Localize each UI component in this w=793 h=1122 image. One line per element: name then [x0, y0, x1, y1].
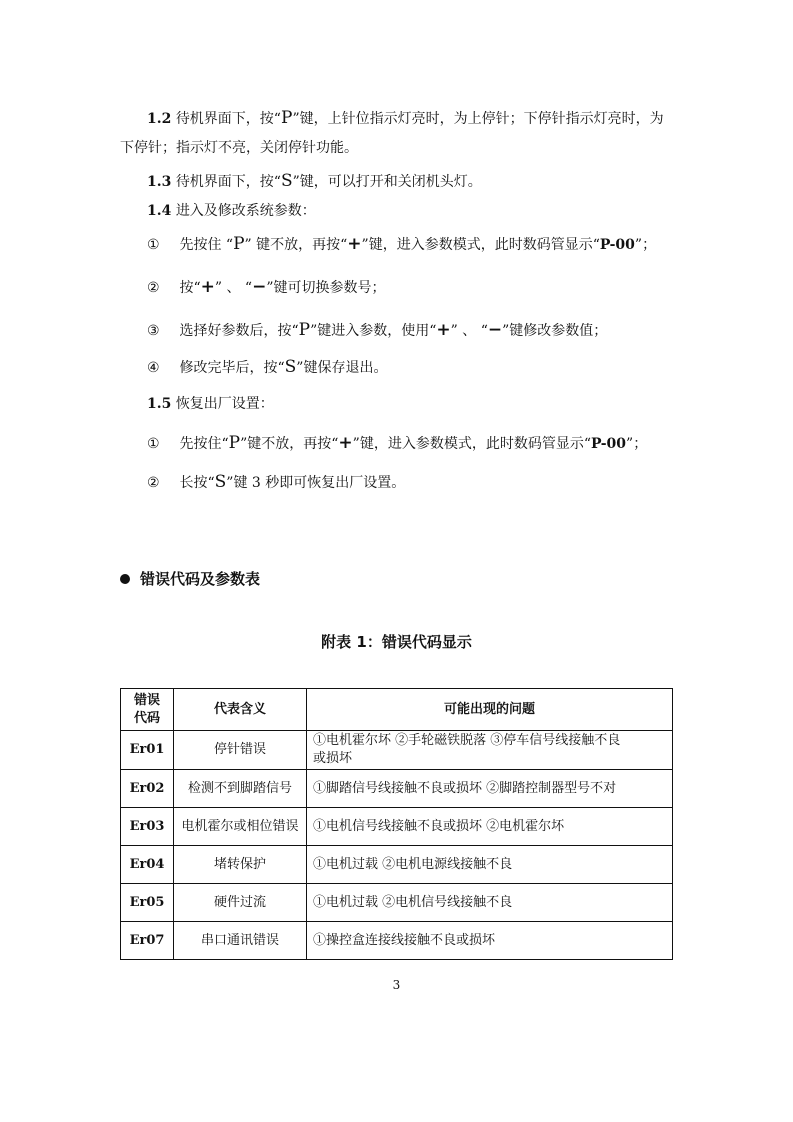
key-label: −: [487, 320, 503, 340]
paragraph-number: 1.4: [147, 203, 172, 219]
table-row: [121, 922, 673, 960]
key-label: +: [338, 433, 353, 453]
key-label: −: [252, 277, 267, 297]
paragraph-1-2-line2: [120, 138, 358, 158]
paragraph-1-2-line1: [147, 108, 664, 129]
error-issues: ①电机过载 ②电机信号线接触不良: [307, 884, 673, 922]
display-code: P-00: [590, 436, 627, 452]
paragraph-1-4: [147, 201, 316, 221]
step-marker: ①: [147, 436, 160, 452]
error-meaning: 硬件过流: [174, 884, 307, 922]
step-text: 修改完毕后，按“: [179, 360, 285, 376]
step-marker: ②: [147, 475, 160, 491]
error-issues: ①电机过载 ②电机电源线接触不良: [307, 846, 673, 884]
paragraph-text: 进入及修改系统参数：: [175, 203, 316, 219]
step-text: ”键，进入参数模式，此时数码管显示“: [352, 436, 591, 452]
step-1-4-4: [147, 357, 387, 378]
step-text: ”；: [634, 237, 657, 253]
error-issues: ①操控盒连接线接触不良或损坏: [307, 922, 673, 960]
error-issues: [307, 731, 673, 770]
step-marker: ①: [147, 237, 160, 253]
step-1-4-2: [147, 277, 386, 298]
step-text: ”键 3 秒即可恢复出厂设置。: [226, 475, 406, 491]
header-code: [121, 689, 174, 731]
paragraph-text: ”键，上针位指示灯亮时，为上停针；下停针指示灯亮时，为: [292, 111, 664, 127]
display-code: P-00: [599, 237, 635, 253]
key-label: +: [200, 277, 215, 297]
step-text: ” 键不放，再按“: [244, 237, 348, 253]
step-text: ”；: [626, 436, 648, 452]
paragraph-text: 恢复出厂设置：: [175, 396, 274, 412]
key-label: +: [436, 320, 451, 340]
key-label: P: [280, 108, 293, 128]
step-1-4-1: [147, 234, 656, 255]
issues-line: 或损坏: [313, 751, 353, 766]
step-marker: ②: [147, 280, 160, 296]
error-meaning: 停针错误: [174, 731, 307, 770]
step-text: ”键可切换参数号；: [266, 280, 386, 296]
paragraph-1-5: [147, 394, 274, 414]
error-meaning: 检测不到脚踏信号: [174, 770, 307, 808]
error-code: Er03: [121, 808, 174, 846]
header-code-line1: 错误: [133, 692, 160, 708]
error-code: Er05: [121, 884, 174, 922]
key-label: P: [233, 234, 245, 254]
error-issues: ①电机信号线接触不良或损坏 ②电机霍尔坏: [307, 808, 673, 846]
step-text: ”键保存退出。: [296, 360, 388, 376]
issues-line: ①电机霍尔坏 ②手轮磁铁脱落 ③停车信号线接触不良: [313, 733, 621, 748]
step-text: ” 、 “: [214, 280, 253, 296]
step-text: 按“: [179, 280, 201, 296]
error-code-table: [120, 688, 673, 960]
error-issues: ①脚踏信号线接触不良或损坏 ②脚踏控制器型号不对: [307, 770, 673, 808]
error-meaning: 堵转保护: [174, 846, 307, 884]
step-text: ”键，进入参数模式，此时数码管显示“: [361, 237, 600, 253]
page-number: 3: [392, 978, 401, 992]
key-label: P: [298, 320, 311, 340]
key-label: S: [280, 171, 293, 191]
paragraph-number: 1.3: [147, 174, 172, 190]
section-title: 错误代码及参数表: [140, 570, 261, 588]
error-code: Er07: [121, 922, 174, 960]
step-text: ”键进入参数，使用“: [310, 323, 437, 339]
step-text: 先按住 “: [179, 237, 234, 253]
key-label: +: [347, 234, 362, 254]
table-row: [121, 846, 673, 884]
paragraph-text: 待机界面下，按“: [175, 174, 281, 190]
key-label: S: [284, 357, 297, 377]
key-label: S: [214, 472, 227, 492]
paragraph-number: 1.5: [147, 396, 172, 412]
step-text: 长按“: [179, 475, 215, 491]
step-text: ”键不放，再按“: [240, 436, 339, 452]
paragraph-text: 下停针；指示灯不亮，关闭停针功能。: [120, 140, 358, 156]
error-meaning: 串口通讯错误: [174, 922, 307, 960]
step-1-5-2: [147, 472, 405, 493]
paragraph-text: 待机界面下，按“: [175, 111, 281, 127]
step-marker: ③: [147, 323, 160, 339]
table-row: [121, 770, 673, 808]
table-row: [121, 731, 673, 770]
section-heading: [120, 568, 260, 589]
table-row: [121, 808, 673, 846]
table-row: [121, 884, 673, 922]
step-1-4-3: [147, 320, 607, 341]
key-label: P: [228, 433, 241, 453]
step-text: ” 、 “: [450, 323, 488, 339]
error-code: Er04: [121, 846, 174, 884]
header-issues: 可能出现的问题: [307, 689, 673, 731]
header-meaning: 代表含义: [174, 689, 307, 731]
error-code: Er02: [121, 770, 174, 808]
step-1-5-1: [147, 433, 647, 454]
header-code-line2: 代码: [133, 710, 160, 726]
step-text: 选择好参数后，按“: [179, 323, 299, 339]
table-title: 附表 1：错误代码显示: [321, 633, 472, 651]
paragraph-number: 1.2: [147, 111, 172, 127]
error-code: Er01: [121, 731, 174, 770]
step-text: 先按住“: [179, 436, 229, 452]
table-header-row: [121, 689, 673, 731]
step-text: ”键修改参数值；: [502, 323, 608, 339]
paragraph-1-3: [147, 171, 482, 192]
bullet-icon: [120, 574, 130, 584]
step-marker: ④: [147, 360, 160, 376]
error-meaning: 电机霍尔或相位错误: [174, 808, 307, 846]
paragraph-text: ”键，可以打开和关闭机头灯。: [292, 174, 482, 190]
